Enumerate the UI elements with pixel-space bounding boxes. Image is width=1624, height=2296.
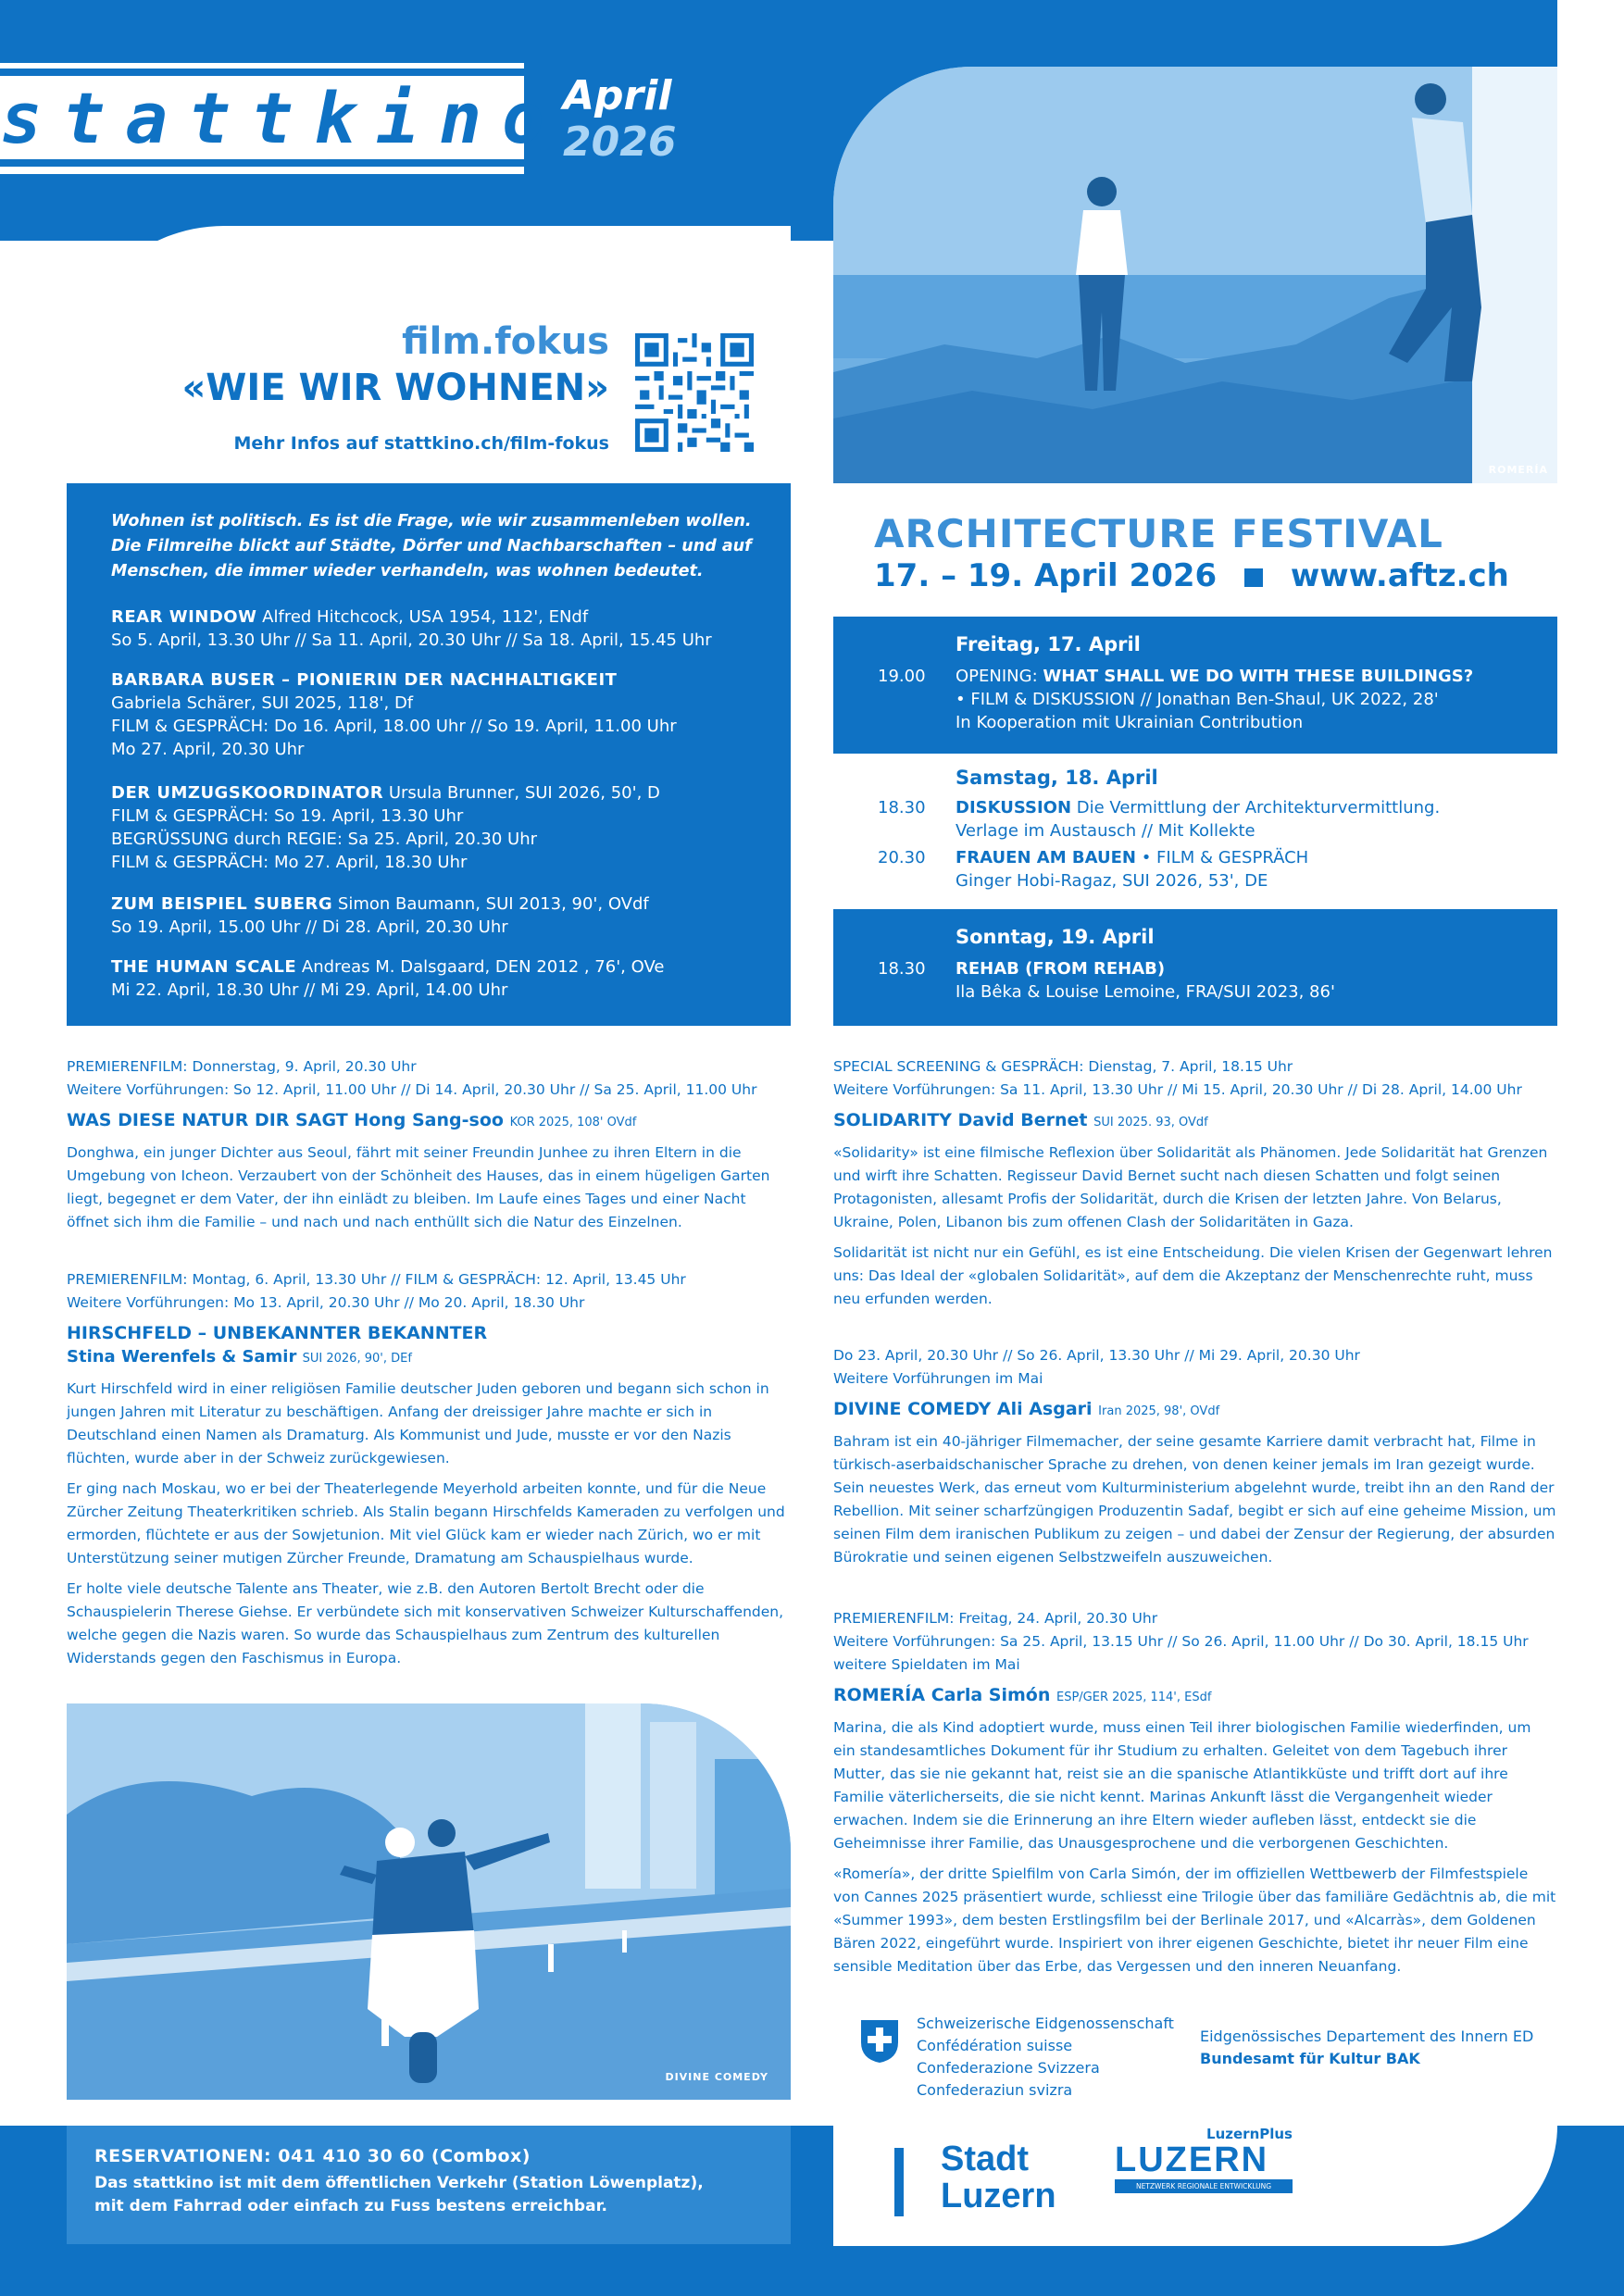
film-title: HIRSCHFELD – UNBEKANNTER BEKANNTER	[67, 1323, 488, 1343]
film-screenings: FILM & GESPRÄCH: Mo 27. April, 18.30 Uhr	[111, 853, 468, 872]
swiss-cross-icon	[859, 2018, 900, 2065]
sponsor-line: Schweizerische Eidgenossenschaft	[917, 2015, 1174, 2032]
film-entry-was-diese-natur	[67, 1055, 791, 1234]
film-director: Carla Simón	[931, 1685, 1051, 1705]
arch-day-friday	[833, 617, 1557, 754]
screening-meta: Weitere Vorführungen: So 12. April, 11.00 Uhr // Di 14. April, 20.30 Uhr // Sa 25. April, 11.00 Uhr	[67, 1081, 757, 1098]
arch-festival-title: ARCHITECTURE FESTIVAL	[874, 511, 1443, 556]
luzernplus-logo	[1115, 2126, 1293, 2193]
film-description: Bahram ist ein 40-jähriger Filmemacher, der seine gesamte Karriere damit verbracht hat, Filme in türkisch-aserbaidschanischer Sprache zu drehen, von denen keiner jemals im Iran gezeigt wurde. Sein neuestes Werk, das erneut vom Kulturministerium abgelehnt wurde, treibt ihn an den Rand der Rebellion. Mit seiner scharfzüngigen Produzentin Sadaf, begibt er sich auf eine geheime Mission, um seinen Film dem iranischen Publikum zu zeigen – und dabei der Zensur der Regierung, der absurden Bürokratie und seinen eigenen Selbstzweifeln auszuweichen.	[833, 1433, 1556, 1566]
sponsor-line: Bundesamt für Kultur BAK	[1200, 2050, 1420, 2067]
screening-meta: Weitere Vorführungen: Sa 25. April, 13.15 Uhr // So 26. April, 11.00 Uhr // Do 30. April, 18.15 Uhr	[833, 1633, 1529, 1650]
directions-line: Das stattkino ist mit dem öffentlichen Verkehr (Station Löwenplatz),	[94, 2174, 704, 2192]
film-heading	[833, 1398, 1557, 1423]
event-title: DISKUSSION	[956, 798, 1072, 817]
event-line	[956, 846, 1308, 869]
film-description: Donghwa, ein junger Dichter aus Seoul, fährt mit seiner Freundin Junhee zu ihren Eltern in die Umgebung von Icheon. Verzaubert von der Schönheit des Hauses, das in einem hügeligen Garten liegt, begegnet er dem Vater, der ihn einlädt zu bleiben. Im Laufe eines Tages und einer Nacht öffnet sich ihm die Familie – und nach und nach enthüllt sich die Natur des Einzelnen.	[67, 1144, 770, 1230]
film-director: Ali Asgari	[996, 1399, 1093, 1419]
event-line: In Kooperation mit Ukrainian Contribution	[956, 713, 1304, 732]
square-bullet-icon	[1244, 568, 1263, 587]
film-title: THE HUMAN SCALE	[111, 957, 297, 977]
film-info: Alfred Hitchcock, USA 1954, 112', ENdf	[262, 607, 589, 627]
festival-url[interactable]: www.aftz.ch	[1290, 557, 1509, 594]
event-desc: Die Vermittlung der Architekturvermittlung.	[1071, 798, 1441, 817]
logo-rule-top	[0, 69, 524, 76]
directions-line: mit dem Fahrrad oder einfach zu Fuss bestens erreichbar.	[94, 2197, 607, 2215]
logo-word: LuzernPlus	[1206, 2126, 1293, 2142]
logo-word: Luzern	[941, 2177, 1056, 2215]
reservation-box	[67, 2126, 791, 2244]
film-title: ZUM BEISPIEL SUBERG	[111, 894, 333, 914]
event-desc: • FILM & GESPRÄCH	[1135, 848, 1309, 867]
bak-logo	[1200, 2026, 1533, 2070]
film-director: Stina Werenfels & Samir	[67, 1347, 297, 1366]
screening-meta: SPECIAL SCREENING & GESPRÄCH: Dienstag, 7. April, 18.15 Uhr	[833, 1058, 1293, 1075]
film-screenings: BEGRÜSSUNG durch REGIE: Sa 25. April, 20.30 Uhr	[111, 830, 538, 849]
event-time: 18.30	[878, 798, 926, 817]
header-band	[0, 0, 1557, 67]
arch-festival-dates	[874, 557, 1509, 594]
logo-tagline: NETZWERK REGIONALE ENTWICKLUNG	[1115, 2179, 1293, 2193]
film-info: SUI 2026, 90', DEf	[302, 1352, 412, 1366]
logo-word: LUZERN	[1115, 2140, 1269, 2179]
film-title: SOLIDARITY	[833, 1110, 952, 1130]
film-screenings: FILM & GESPRÄCH: Do 16. April, 18.00 Uhr // So 19. April, 11.00 Uhr	[111, 717, 677, 736]
film-info: Iran 2025, 98', OVdf	[1098, 1404, 1220, 1418]
film-director: David Bernet	[957, 1110, 1088, 1130]
film-title: ROMERÍA	[833, 1685, 926, 1705]
film-title: DER UMZUGSKOORDINATOR	[111, 783, 384, 803]
festival-dates: 17. – 19. April 2026	[874, 557, 1218, 594]
issue-month: April	[563, 72, 672, 119]
film-entry-hirschfeld	[67, 1268, 791, 1670]
fokus-film-umzugskoordinator	[111, 781, 759, 874]
film-description: Er ging nach Moskau, wo er bei der Theaterlegende Meyerhold arbeiten konnte, und für die Neue Zürcher Zeitung Theaterkritiken schrieb. Als Stalin begann Hirschfelds Kameraden zu verfolgen und ermorden, flüchtete er aus der Sowjetunion. Mit viel Glück kam er wieder nach Zürich, wo er mit Unterstützung seiner mutigen Zürcher Freunde, Dramatung am Schauspielhaus wurde.	[67, 1480, 785, 1566]
day-heading: Sonntag, 19. April	[956, 926, 1155, 948]
event-prefix: OPENING:	[956, 667, 1043, 686]
event-time: 18.30	[878, 959, 926, 979]
issue-year: 2026	[563, 119, 677, 166]
fokus-program-box	[67, 483, 791, 1026]
screening-meta: Weitere Vorführungen: Mo 13. April, 20.30 Uhr // Mo 20. April, 18.30 Uhr	[67, 1294, 585, 1311]
logo-word: Stadt	[941, 2140, 1029, 2178]
film-director: Hong Sang-soo	[354, 1110, 504, 1130]
film-description: «Romería», der dritte Spielfilm von Carla Simón, der im offiziellen Wettbewerb der Filmfestspiele von Cannes 2025 präsentiert wurde, schliesst eine Trilogie über das familiäre Gedächtnis ab, die mit «Summer 1993», dem besten Erstlingsfilm bei der Berlinale 2017, und «Alcarràs», dem Goldenen Bären 2022, eingeführt wurde. Inspiriert von ihrer eigenen Geschichte, bietet ihr neuer Film eine sensible Meditation über das Erbe, das Vergessen und den inneren Neuanfang.	[833, 1866, 1556, 1975]
romeria-photo	[833, 67, 1557, 483]
stadt-luzern-logo	[941, 2140, 1056, 2215]
event-title: FRAUEN AM BAUEN	[956, 848, 1136, 867]
film-heading	[67, 1109, 791, 1134]
stadt-luzern-bar-icon	[894, 2148, 904, 2216]
film-heading	[833, 1684, 1557, 1709]
film-entry-romeria	[833, 1607, 1557, 1978]
screening-meta: Weitere Vorführungen im Mai	[833, 1370, 1043, 1387]
intro-line: Menschen, die immer wieder verhandeln, was wohnen bedeutet.	[111, 562, 704, 580]
sponsor-line: Eidgenössisches Departement des Innern ED	[1200, 2028, 1534, 2045]
film-info: KOR 2025, 108' OVdf	[509, 1116, 637, 1129]
film-description: Kurt Hirschfeld wird in einer religiösen Familie deutscher Juden geboren und begann sich schon in jungen Jahren mit Literatur zu beschäftigen. Anfang der dreissiger Jahre machte er sich in Deutschland einen Namen als Dramaturg. Als Kommunist und Jude, musste er vor den Nazis flüchten, wurde aber in der Schweiz zurückgewiesen.	[67, 1380, 769, 1466]
sponsor-line: Confédération suisse	[917, 2037, 1073, 2054]
film-title: DIVINE COMEDY	[833, 1399, 992, 1419]
film-description: Er holte viele deutsche Talente ans Theater, wie z.B. den Autoren Bertolt Brecht oder die Schauspielerin Therese Giehse. Er verbündete sich mit konservativen Schweizer Kulturschaffenden, welche gegen die Nazis waren. So wurde das Schauspielhaus zum Zentrum des kulturellen Widerstands gegen den Faschismus in Europa.	[67, 1580, 784, 1666]
event-line: Ginger Hobi-Ragaz, SUI 2026, 53', DE	[956, 871, 1268, 891]
film-info: Andreas M. Dalsgaard, DEN 2012 , 76', OVe	[301, 957, 665, 977]
film-screenings: So 19. April, 15.00 Uhr // Di 28. April, 20.30 Uhr	[111, 917, 508, 937]
sponsor-line: Confederazione Svizzera	[917, 2059, 1100, 2077]
film-info: ESP/GER 2025, 114', ESdf	[1056, 1691, 1212, 1704]
photo-caption: ROMERÍA	[1488, 464, 1548, 476]
screening-meta: PREMIERENFILM: Freitag, 24. April, 20.30 Uhr	[833, 1610, 1158, 1627]
fokus-link[interactable]: Mehr Infos auf stattkino.ch/film-fokus	[233, 433, 609, 454]
film-description: Marina, die als Kind adoptiert wurde, muss einen Teil ihrer biologischen Familie wiederfinden, um ein standesamtliches Dokument für ihr Studium zu erhalten. Geleitet von dem Tagebuch ihrer Mutter, das sie nie gekannt hat, reist sie an die spanische Atlantikküste und trifft dort auf ihre Familie väterlicherseits, die sie nicht kennt. Marinas Ankunft lässt die Vergangenheit wieder erwachen. Indem sie die Erinnerung an ihre Eltern wieder aufleben lässt, entdeckt sie die Geheimnisse ihrer Familie, das Unausgesprochene und die verborgenen Geschichten.	[833, 1719, 1531, 1852]
event-time: 20.30	[878, 848, 926, 867]
fokus-film-rear-window	[111, 605, 759, 652]
event-line: Verlage im Austausch // Mit Kollekte	[956, 821, 1255, 841]
sponsor-line: Confederaziun svizra	[917, 2081, 1073, 2099]
stattkino-logo: stattkino	[0, 77, 565, 159]
day-heading: Freitag, 17. April	[956, 633, 1141, 655]
photo-caption: DIVINE COMEDY	[665, 2071, 768, 2083]
fokus-film-barbara-buser	[111, 668, 759, 761]
film-description: «Solidarity» ist eine filmische Reflexion über Solidarität als Phänomen. Jede Solidarität hat Grenzen und wirft ihre Schatten. Regisseur David Bernet sucht nach diesen Schatten und folgt seinen Protagonisten, allesamt Profis der Solidarität, durch die Krisen der letzten Jahre. Von Belarus, Ukraine, Polen, Libanon bis zum offenen Clash der Solidaritäten in Gaza.	[833, 1144, 1548, 1230]
screening-meta: PREMIERENFILM: Montag, 6. April, 13.30 Uhr // FILM & GESPRÄCH: 12. April, 13.45 Uhr	[67, 1271, 686, 1288]
film-info: Simon Baumann, SUI 2013, 90', OVdf	[337, 894, 649, 914]
event-line	[956, 796, 1440, 819]
event-line: • FILM & DISKUSSION // Jonathan Ben-Shaul, UK 2022, 28'	[956, 690, 1439, 709]
reservation-phone[interactable]: RESERVATIONEN: 041 410 30 60 (Combox)	[94, 2146, 531, 2166]
film-info: Gabriela Schärer, SUI 2025, 118', Df	[111, 693, 414, 713]
film-description: Solidarität ist nicht nur ein Gefühl, es ist eine Entscheidung. Die vielen Krisen der Gegenwart lehren uns: Das Ideal der «globalen Solidarität», auf dem die Akzeptanz der Menschenrechte ruht, muss neu erfunden werden.	[833, 1244, 1553, 1307]
film-title: BARBARA BUSER – PIONIERIN DER NACHHALTIGKEIT	[111, 670, 618, 690]
film-title: WAS DIESE NATUR DIR SAGT	[67, 1110, 348, 1130]
film-screenings: Mo 27. April, 20.30 Uhr	[111, 740, 305, 759]
film-heading	[67, 1345, 791, 1370]
intro-line: Die Filmreihe blickt auf Städte, Dörfer und Nachbarschaften – und auf	[111, 537, 752, 555]
fokus-film-suberg	[111, 892, 759, 939]
screening-meta: Do 23. April, 20.30 Uhr // So 26. April, 13.30 Uhr // Mi 29. April, 20.30 Uhr	[833, 1347, 1360, 1364]
fokus-title: film.fokus	[401, 320, 609, 363]
logo-rule-bottom	[0, 159, 524, 167]
screening-meta: PREMIERENFILM: Donnerstag, 9. April, 20.30 Uhr	[67, 1058, 417, 1075]
film-info: SUI 2025. 93, OVdf	[1093, 1116, 1208, 1129]
event-title: WHAT SHALL WE DO WITH THESE BUILDINGS?	[1043, 667, 1474, 686]
event-line: Ila Bêka & Louise Lemoine, FRA/SUI 2023, 86'	[956, 982, 1335, 1002]
footer-directions	[94, 2172, 704, 2218]
fokus-film-human-scale	[111, 955, 759, 1002]
film-entry-divine-comedy	[833, 1344, 1557, 1569]
screening-meta: Weitere Vorführungen: Sa 11. April, 13.30 Uhr // Mi 15. April, 20.30 Uhr // Di 28. April, 14.00 Uhr	[833, 1081, 1522, 1098]
screening-meta: weitere Spieldaten im Mai	[833, 1656, 1020, 1673]
film-info: Ursula Brunner, SUI 2026, 50', D	[388, 783, 660, 803]
film-screenings: FILM & GESPRÄCH: So 19. April, 13.30 Uhr	[111, 806, 464, 826]
day-heading: Samstag, 18. April	[956, 767, 1158, 789]
arch-day-sunday	[833, 909, 1557, 1026]
film-heading	[833, 1109, 1557, 1134]
film-screenings: Mi 22. April, 18.30 Uhr // Mi 29. April, 14.00 Uhr	[111, 980, 508, 1000]
intro-line: Wohnen ist politisch. Es ist die Frage, wie wir zusammenleben wollen.	[111, 512, 752, 530]
divine-comedy-photo	[67, 1703, 791, 2100]
film-entry-solidarity	[833, 1055, 1557, 1311]
qr-code-icon[interactable]	[635, 333, 754, 452]
fokus-intro	[111, 509, 759, 584]
event-title: REHAB (FROM REHAB)	[956, 959, 1166, 979]
fokus-subtitle: «WIE WIR WOHNEN»	[181, 367, 609, 409]
film-title: REAR WINDOW	[111, 607, 257, 627]
film-screenings: So 5. April, 13.30 Uhr // Sa 11. April, 20.30 Uhr // Sa 18. April, 15.45 Uhr	[111, 630, 712, 650]
event-time: 19.00	[878, 667, 926, 686]
event-line	[956, 665, 1473, 688]
partner-logos-box	[833, 2126, 1557, 2246]
arch-day-saturday	[833, 754, 1557, 909]
